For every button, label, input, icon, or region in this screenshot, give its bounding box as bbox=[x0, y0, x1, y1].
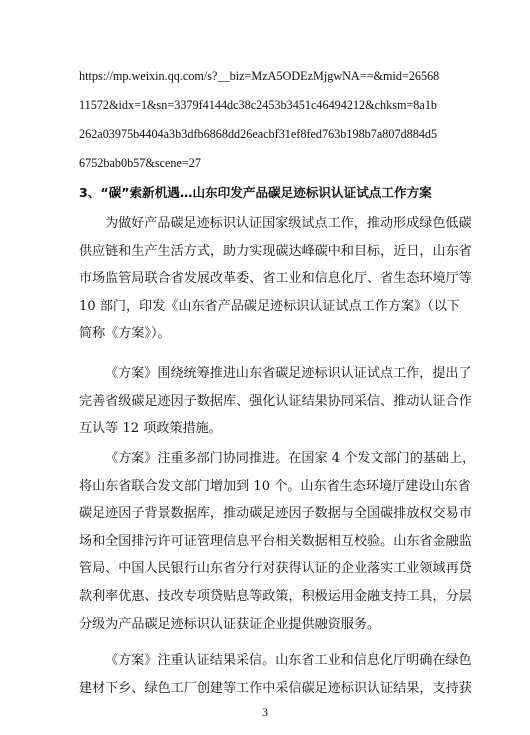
section-heading: 3、“碳”索新机遇…山东印发产品碳足迹标识认证试点工作方案 bbox=[79, 185, 432, 200]
paragraph-line: 款利率优惠、技改专项贷贴息等政策，积极运用金融支持工具，分层 bbox=[79, 588, 472, 604]
paragraph-4 bbox=[79, 647, 472, 702]
url-line: https://mp.weixin.qq.com/s?__biz=MzA5ODEzMjgwNA==&mid=26568 bbox=[79, 69, 440, 83]
paragraph-line: 《方案》注重多部门协同推进。在国家 4 个发文部门的基础上， bbox=[105, 451, 476, 466]
paragraph-line: 碳足迹因子背景数据库，推动碳足迹因子数据与全国碳排放权交易市 bbox=[79, 506, 472, 522]
paragraph-line: 10 部门，印发《山东省产品碳足迹标识认证试点工作方案》（以下 bbox=[79, 298, 460, 314]
url-line: 11572&idx=1&sn=3379f4144dc38c2453b3451c46494212&chksm=8a1b bbox=[79, 98, 438, 112]
paragraph-1 bbox=[79, 210, 472, 348]
paragraph-line: 将山东省联合发文部门增加到 10 个。山东省生态环境厅建设山东省 bbox=[79, 478, 471, 494]
paragraph-line: 互认等 12 项政策措施。 bbox=[79, 421, 222, 437]
paragraph-line: 场和全国排污许可证管理信息平台相关数据相互校验。山东省金融监 bbox=[79, 533, 472, 549]
paragraph-line: 建材下乡、绿色工厂创建等工作中采信碳足迹标识认证结果，支持获 bbox=[79, 680, 472, 696]
source-url bbox=[79, 62, 454, 178]
paragraph-line: 为做好产品碳足迹标识认证国家级试点工作，推动形成绿色低碳 bbox=[105, 216, 472, 231]
url-line: 6752bab0b57&scene=27 bbox=[79, 156, 201, 170]
paragraph-line: 市场监管局联合省发展改革委、省工业和信息化厅、省生态环境厅等 bbox=[79, 271, 472, 287]
url-line: 262a03975b4404a3b3dfb6868dd26eacbf31ef8fed763b198b7a807d884d5 bbox=[79, 127, 438, 141]
paragraph-line: 简称《方案》）。 bbox=[79, 326, 171, 342]
paragraph-line: 《方案》注重认证结果采信。山东省工业和信息化厅明确在绿色 bbox=[105, 653, 472, 668]
page-number: 3 bbox=[262, 705, 268, 719]
paragraph-line: 管局、中国人民银行山东省分行对获得认证的企业落实工业领域再贷 bbox=[79, 561, 472, 577]
paragraph-line: 《方案》围绕统筹推进山东省碳足迹标识认证试点工作，提出了 bbox=[105, 366, 472, 381]
paragraph-2 bbox=[79, 360, 472, 443]
paragraph-line: 分级为产品碳足迹标识认证获证企业提供融资服务。 bbox=[79, 616, 381, 632]
paragraph-3 bbox=[79, 445, 476, 638]
paragraph-line: 完善省级碳足迹因子数据库、强化认证结果协同采信、推动认证合作 bbox=[79, 393, 472, 409]
paragraph-line: 供应链和生产生活方式，助力实现碳达峰碳中和目标，近日，山东省 bbox=[79, 243, 472, 259]
